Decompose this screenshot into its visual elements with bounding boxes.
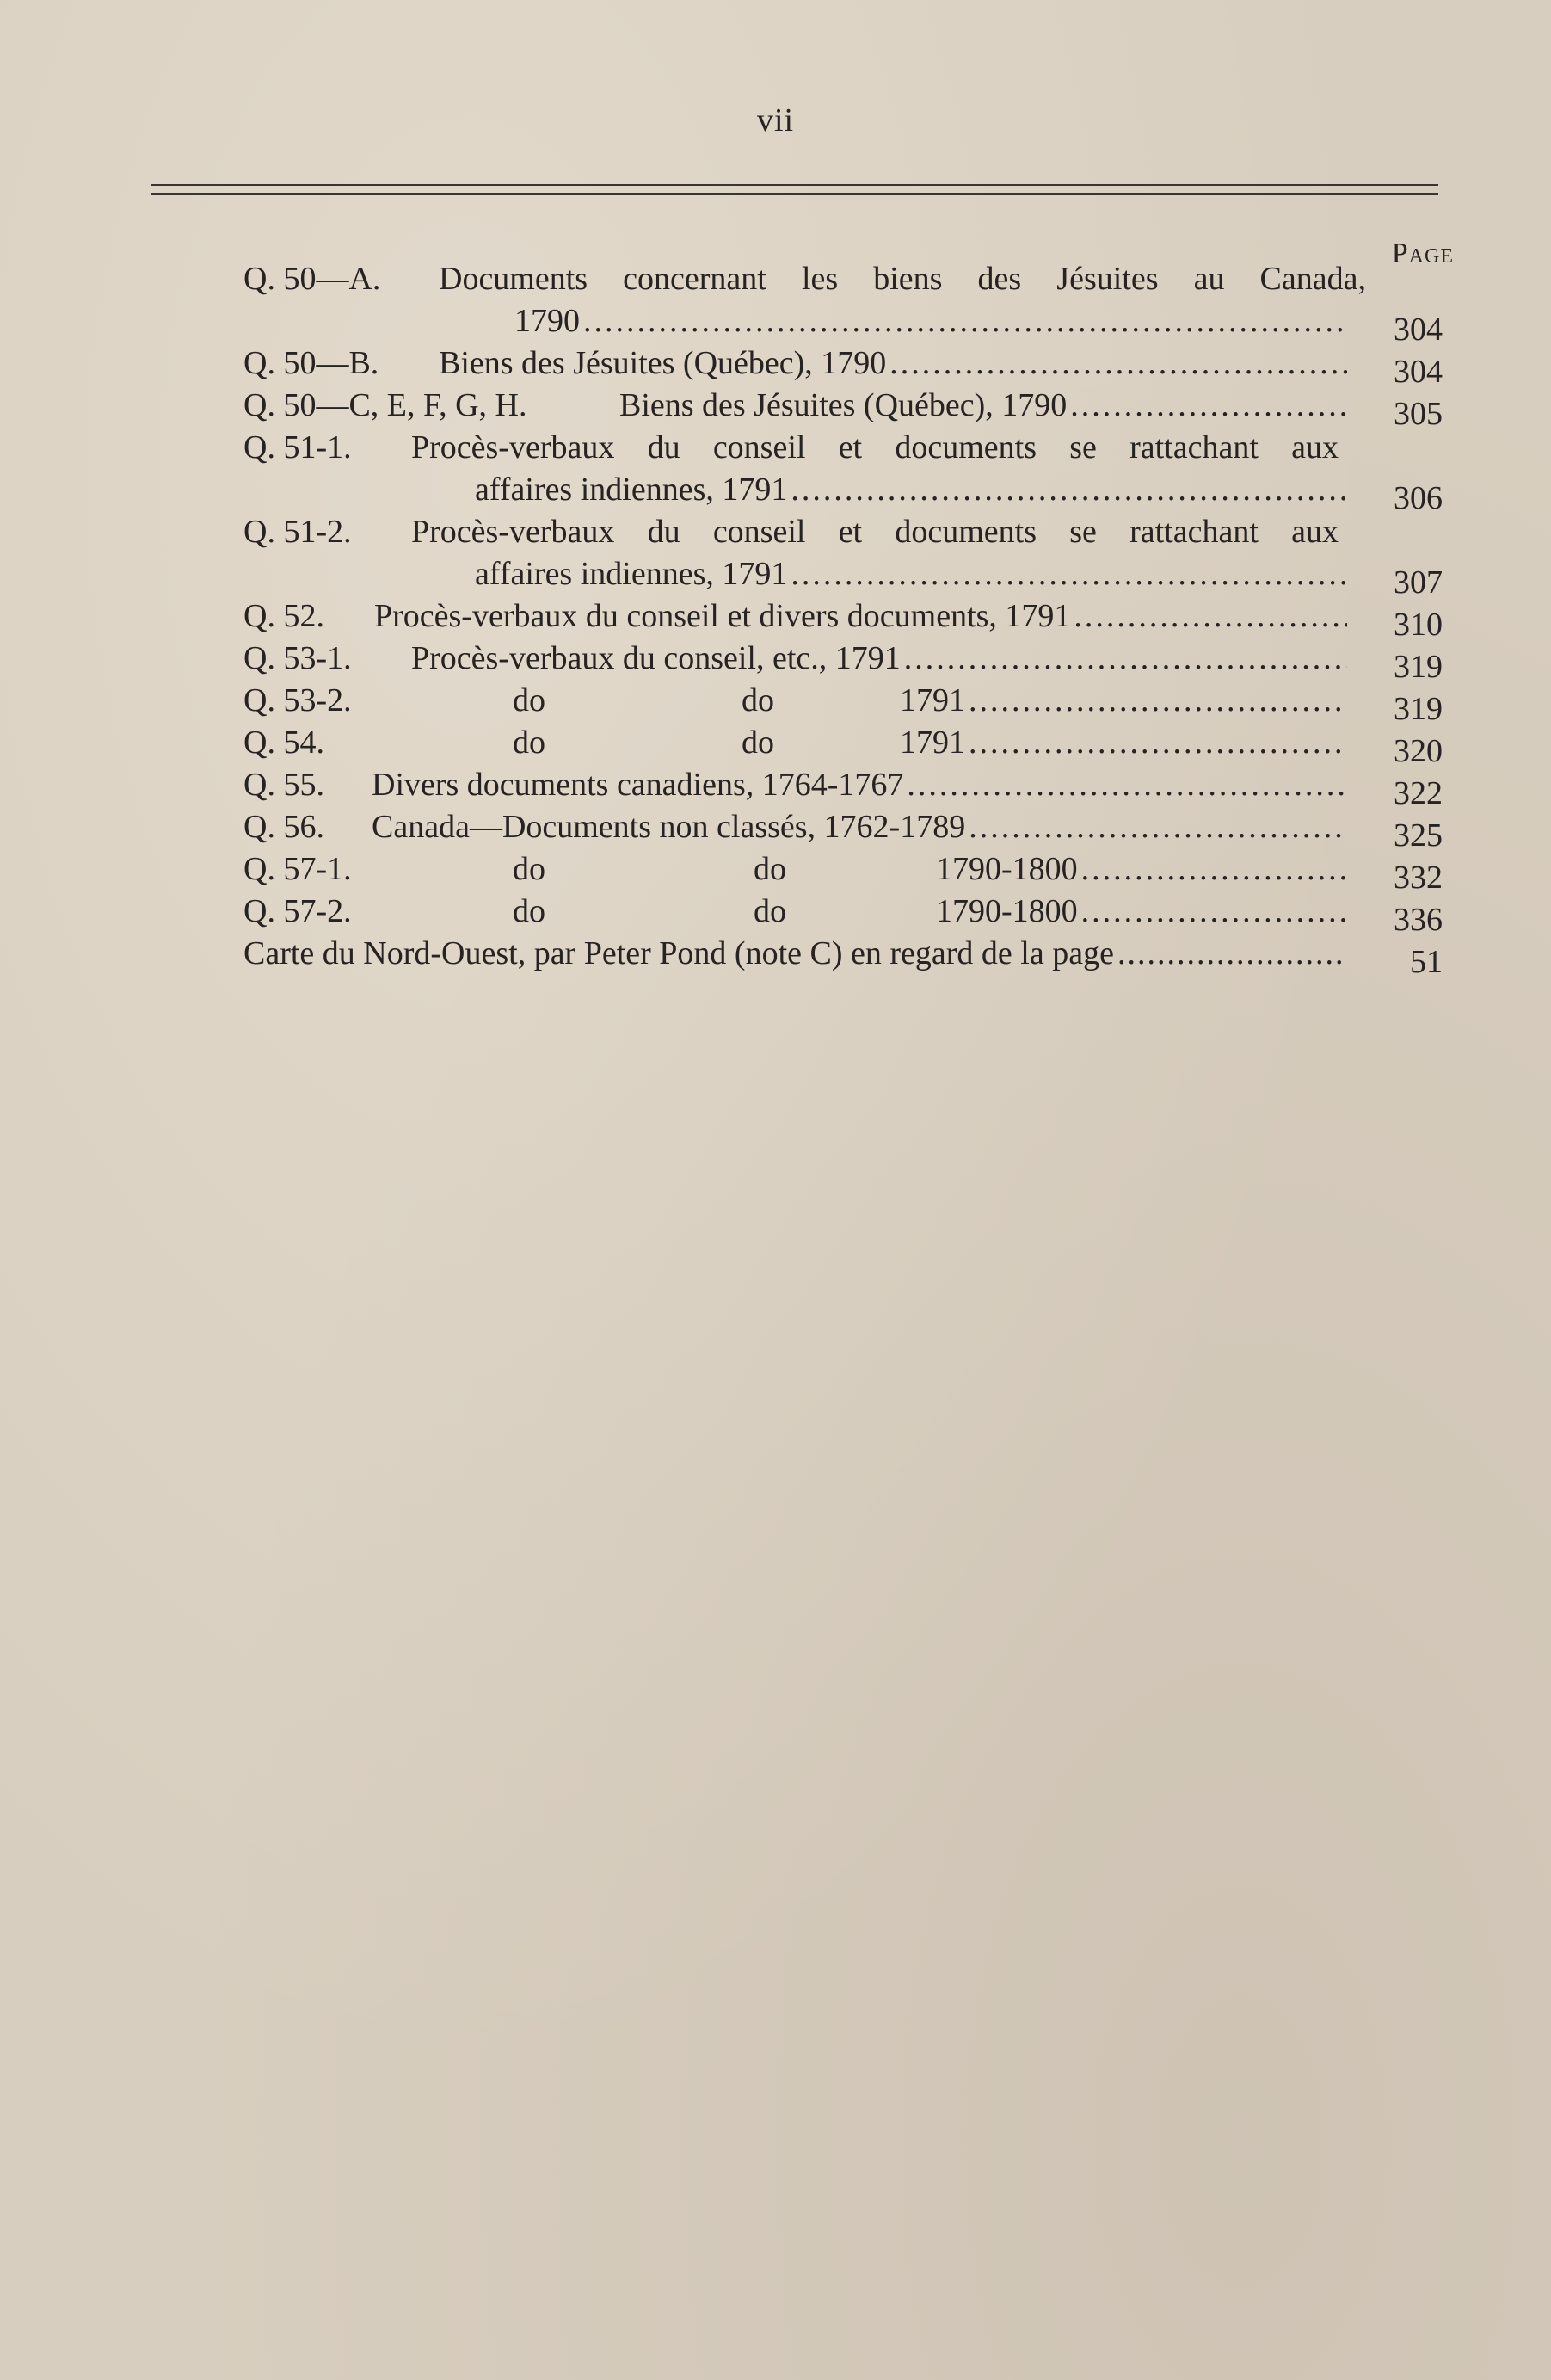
entry-code: Q. 53-2.	[243, 682, 352, 718]
entry-continuation-text: 1790	[514, 303, 580, 339]
ditto-mark: do	[513, 851, 545, 887]
toc-entry	[0, 595, 1551, 643]
table-of-contents	[0, 258, 1551, 980]
entry-title-row	[243, 933, 1347, 975]
entry-title: Biens des Jésuites (Québec), 1790	[619, 387, 1068, 423]
entry-code: Q. 57-2.	[243, 893, 352, 929]
dot-leader	[1117, 933, 1347, 975]
entry-title-row	[619, 385, 1347, 427]
folio-number: vii	[756, 102, 795, 139]
toc-entry	[0, 722, 1551, 769]
toc-entry	[0, 848, 1551, 896]
entry-title-row	[372, 764, 1347, 806]
entry-title: Procès-verbaux du conseil, etc., 1791	[411, 640, 901, 676]
map-entry-title: Carte du Nord-Ouest, par Peter Pond (note C) en regard de la page	[243, 935, 1114, 971]
ditto-mark: do	[754, 851, 786, 887]
dot-leader	[1081, 891, 1347, 933]
ditto-mark: do	[513, 893, 545, 929]
entry-page-number: 310	[1394, 607, 1443, 643]
ditto-mark: do	[742, 724, 774, 761]
entry-code: Q. 51-2.	[243, 514, 352, 550]
entry-title: Documents concernant les biens des Jésuites au Canada,	[439, 261, 1366, 297]
dot-leader	[904, 638, 1347, 680]
dot-leader	[907, 764, 1347, 806]
toc-entry	[0, 511, 1551, 601]
entry-title-row	[936, 891, 1347, 933]
header-rule-thick	[151, 193, 1438, 195]
entry-title-row	[936, 848, 1347, 891]
entry-year: 1791	[900, 682, 965, 718]
toc-entry	[0, 258, 1551, 348]
entry-page-number: 306	[1394, 480, 1443, 516]
entry-code: Q. 56.	[243, 809, 324, 845]
toc-entry	[0, 891, 1551, 938]
entry-year: 1790-1800	[936, 851, 1078, 887]
entry-page-number: 332	[1394, 860, 1443, 896]
entry-title: Canada—Documents non classés, 1762-1789	[372, 809, 966, 845]
entry-continuation	[475, 469, 1347, 511]
entry-title: Procès-verbaux du conseil et divers documents, 1791	[374, 598, 1071, 634]
entry-page-number: 319	[1394, 691, 1443, 727]
dot-leader	[583, 300, 1347, 342]
entry-code: Q. 50—C, E, F, G, H.	[243, 387, 527, 423]
dot-leader	[791, 469, 1347, 511]
toc-entry	[0, 427, 1551, 516]
toc-entry	[0, 806, 1551, 854]
entry-page-number: 51	[1410, 944, 1443, 980]
entry-year: 1791	[900, 724, 965, 761]
dot-leader	[791, 553, 1347, 595]
toc-entry	[0, 680, 1551, 727]
ditto-mark: do	[513, 724, 545, 761]
dot-leader	[1081, 848, 1347, 891]
toc-entry	[0, 342, 1551, 390]
entry-title-row	[374, 595, 1347, 638]
dot-leader	[1070, 385, 1347, 427]
entry-code: Q. 52.	[243, 598, 324, 634]
entry-continuation-text: affaires indiennes, 1791	[475, 472, 788, 508]
ditto-mark: do	[754, 893, 786, 929]
toc-entry	[0, 638, 1551, 685]
header-rule-thin	[151, 184, 1438, 186]
entry-title-row	[900, 722, 1347, 764]
toc-entry	[0, 385, 1551, 432]
entry-title-row	[900, 680, 1347, 722]
dot-leader	[889, 342, 1347, 385]
entry-page-number: 320	[1394, 733, 1443, 769]
entry-year: 1790-1800	[936, 893, 1078, 929]
entry-title: Procès-verbaux du conseil et documents se rattachant aux	[411, 429, 1339, 466]
entry-page-number: 325	[1394, 817, 1443, 854]
entry-page-number: 336	[1394, 902, 1443, 938]
entry-code: Q. 54.	[243, 724, 324, 761]
entry-continuation	[514, 300, 1347, 342]
entry-title: Procès-verbaux du conseil et documents se rattachant aux	[411, 514, 1339, 550]
entry-code: Q. 53-1.	[243, 640, 352, 676]
entry-page-number: 304	[1394, 311, 1443, 348]
entry-code: Q. 55.	[243, 767, 324, 803]
dot-leader	[1074, 595, 1347, 638]
entry-code: Q. 50—B.	[243, 345, 379, 381]
dot-leader	[969, 680, 1347, 722]
entry-title: Divers documents canadiens, 1764-1767	[372, 767, 904, 803]
entry-code: Q. 50—A.	[243, 261, 381, 297]
page-column-header: Page	[1391, 237, 1454, 269]
ditto-mark: do	[513, 682, 545, 718]
ditto-mark: do	[742, 682, 774, 718]
toc-entry	[0, 764, 1551, 811]
entry-code: Q. 51-1.	[243, 429, 352, 466]
entry-continuation-text: affaires indiennes, 1791	[475, 556, 788, 592]
entry-page-number: 319	[1394, 649, 1443, 685]
entry-page-number: 304	[1394, 354, 1443, 390]
toc-map-entry	[0, 933, 1551, 980]
entry-page-number: 307	[1394, 564, 1443, 601]
entry-page-number: 305	[1394, 396, 1443, 432]
dot-leader	[969, 806, 1347, 848]
entry-title-row	[411, 638, 1347, 680]
dot-leader	[969, 722, 1347, 764]
entry-page-number: 322	[1394, 775, 1443, 811]
entry-continuation	[475, 553, 1347, 595]
entry-title-row	[439, 342, 1347, 385]
entry-code: Q. 57-1.	[243, 851, 352, 887]
entry-title: Biens des Jésuites (Québec), 1790	[439, 345, 887, 381]
entry-title-row	[372, 806, 1347, 848]
